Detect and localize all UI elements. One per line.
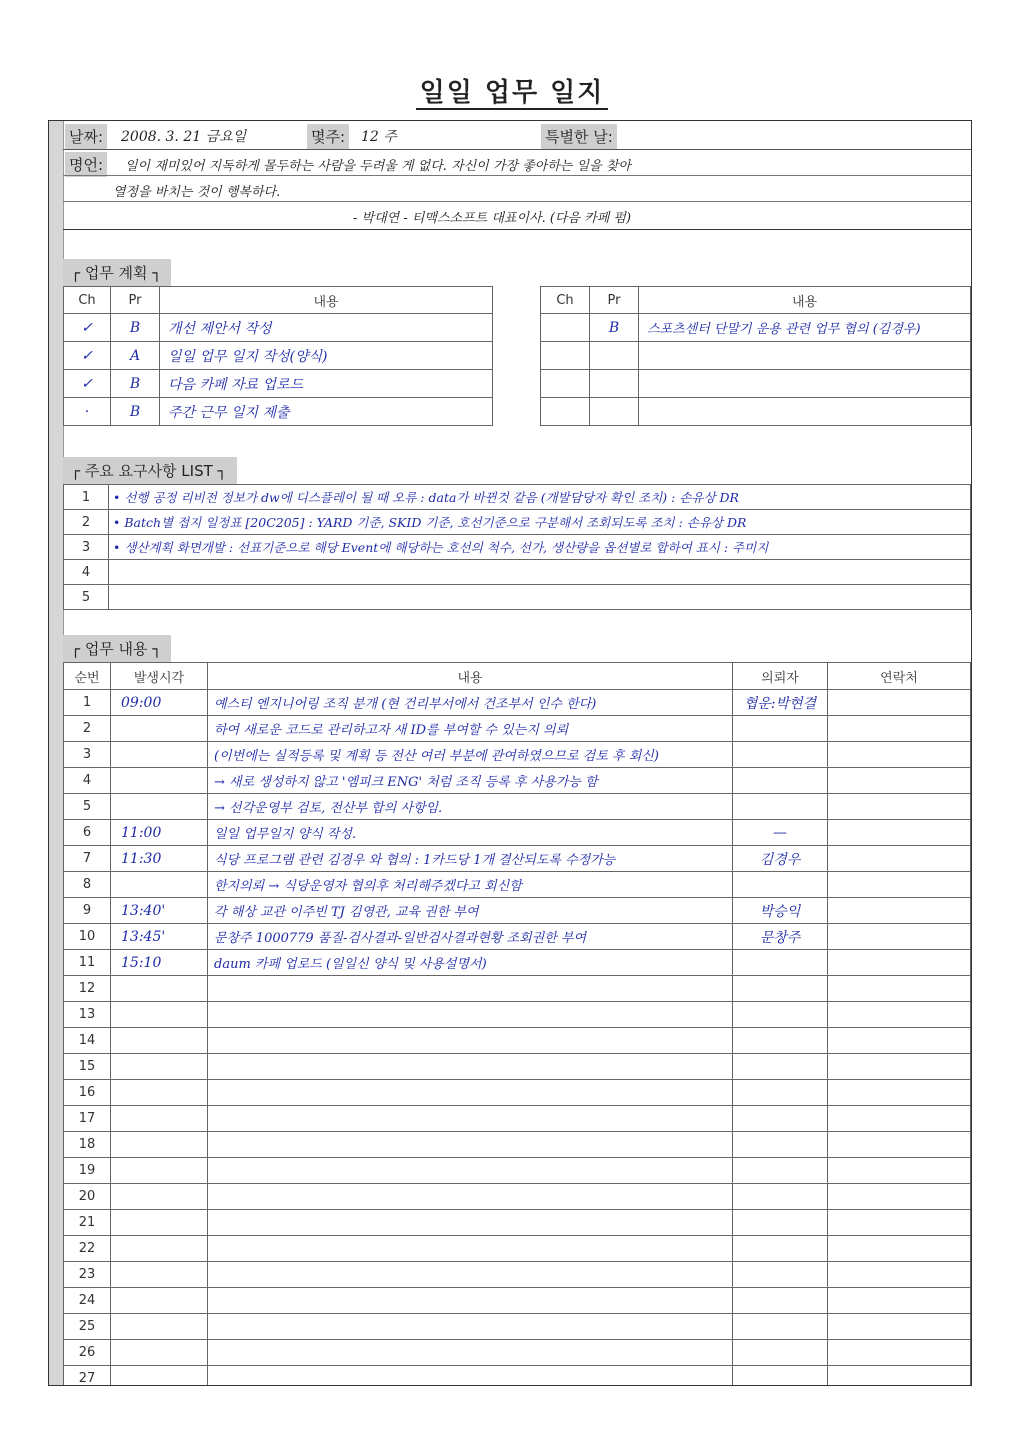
log-content [208, 1054, 733, 1080]
log-content [208, 1288, 733, 1314]
log-row [64, 1210, 971, 1236]
plan-content: 주간 근무 일지 제출 [160, 398, 493, 426]
log-contact [828, 1158, 971, 1184]
col-content: 내용 [639, 287, 971, 314]
requirement-number: 3 [64, 535, 109, 560]
requirements-section-text: 주요 요구사항 LIST [84, 462, 213, 480]
log-contact [828, 716, 971, 742]
week-label: 몇주: [307, 124, 349, 149]
plan-row [64, 342, 493, 370]
log-row [64, 820, 971, 846]
log-row [64, 1366, 971, 1387]
log-requester [733, 872, 828, 898]
log-row [64, 924, 971, 950]
plan-content: 다음 카페 자료 업로드 [160, 370, 493, 398]
header-divider [63, 229, 971, 230]
motto-rule-2 [63, 201, 971, 202]
log-number: 12 [64, 976, 111, 1002]
log-time [111, 1158, 208, 1184]
log-content [208, 1366, 733, 1387]
log-number: 20 [64, 1184, 111, 1210]
log-requester: 문창주 [733, 924, 828, 950]
motto-line-2: 열정을 바치는 것이 행복하다. [113, 185, 281, 200]
log-row [64, 690, 971, 716]
log-content [208, 1028, 733, 1054]
log-requester [733, 1340, 828, 1366]
requirement-text [109, 560, 971, 585]
log-requester: 김경우 [733, 846, 828, 872]
requirement-row [64, 560, 971, 585]
log-requester: — [733, 820, 828, 846]
log-number: 17 [64, 1106, 111, 1132]
log-contact [828, 820, 971, 846]
log-contact [828, 1236, 971, 1262]
log-contact [828, 1184, 971, 1210]
log-time [111, 1288, 208, 1314]
log-content: 각 해상 교관 이주빈 TJ 김영관, 교육 권한 부여 [208, 898, 733, 924]
col-content: 내용 [160, 287, 493, 314]
plan-check: · [64, 398, 111, 426]
plan-row [541, 398, 971, 426]
log-number: 14 [64, 1028, 111, 1054]
log-number: 27 [64, 1366, 111, 1387]
requirement-row [64, 485, 971, 510]
log-time [111, 1236, 208, 1262]
log-contact [828, 794, 971, 820]
log-content: 한지의뢰 → 식당운영자 협의후 처리해주겠다고 회신함 [208, 872, 733, 898]
plan-table-left [63, 286, 493, 426]
log-requester [733, 1080, 828, 1106]
plan-priority [590, 398, 639, 426]
plan-content: 개선 제안서 작성 [160, 314, 493, 342]
log-number: 18 [64, 1132, 111, 1158]
plan-row [64, 314, 493, 342]
log-contact [828, 846, 971, 872]
plan-check: ✓ [64, 342, 111, 370]
log-content: 일일 업무일지 양식 작성. [208, 820, 733, 846]
log-content [208, 1106, 733, 1132]
log-content [208, 1236, 733, 1262]
log-requester [733, 1262, 828, 1288]
log-time [111, 1054, 208, 1080]
plan-check: ✓ [64, 314, 111, 342]
log-requester [733, 1028, 828, 1054]
plan-check [541, 370, 590, 398]
log-section-text: 업무 내용 [84, 640, 148, 658]
log-number: 5 [64, 794, 111, 820]
log-content [208, 1132, 733, 1158]
log-time [111, 1002, 208, 1028]
motto-rule-1 [63, 175, 971, 176]
log-contact [828, 1314, 971, 1340]
log-contact [828, 1340, 971, 1366]
log-time: 13:40' [111, 898, 208, 924]
log-contact [828, 1210, 971, 1236]
col-pr: Pr [111, 287, 160, 314]
log-time: 11:00 [111, 820, 208, 846]
log-time: 11:30 [111, 846, 208, 872]
motto-source: - 박대연 - 티맥스소프트 대표이사. (다음 카페 펌) [353, 211, 632, 226]
log-requester [733, 742, 828, 768]
log-row [64, 742, 971, 768]
requirement-number: 2 [64, 510, 109, 535]
log-contact [828, 898, 971, 924]
page-title [0, 72, 1024, 109]
log-requester [733, 1314, 828, 1340]
log-row [64, 716, 971, 742]
log-contact [828, 1288, 971, 1314]
log-requester [733, 1002, 828, 1028]
plan-header-row [64, 287, 493, 314]
log-number: 1 [64, 690, 111, 716]
log-time [111, 1106, 208, 1132]
requirement-text: • Batch별 접지 일정표 [20C205] : YARD 기준, SKID 기준, 호선기준으로 구분해서 조회되도록 조치 : 손유상 DR [109, 510, 971, 535]
plan-row [64, 370, 493, 398]
plan-header-row [541, 287, 971, 314]
log-row [64, 1262, 971, 1288]
requirement-number: 1 [64, 485, 109, 510]
log-row [64, 1002, 971, 1028]
col-pr: Pr [590, 287, 639, 314]
log-time [111, 1028, 208, 1054]
log-time [111, 1340, 208, 1366]
log-content: daum 카페 업로드 (일일신 양식 및 사용설명서) [208, 950, 733, 976]
log-time: 09:00 [111, 690, 208, 716]
page-title-text: 일일 업무 일지 [416, 78, 609, 110]
log-row [64, 1132, 971, 1158]
log-content [208, 1002, 733, 1028]
requirement-text: • 선행 공정 리비전 정보가 dw에 디스플레이 될 때 오류 : data가 바뀐것 같음 (개발담당자 확인 조치) : 손유상 DR [109, 485, 971, 510]
requirements-table [63, 484, 971, 610]
log-row [64, 950, 971, 976]
log-number: 26 [64, 1340, 111, 1366]
log-contact [828, 1028, 971, 1054]
log-number: 10 [64, 924, 111, 950]
plan-content [639, 398, 971, 426]
requirements-section-label: ┌ 주요 요구사항 LIST ┐ [63, 457, 237, 484]
log-requester [733, 1236, 828, 1262]
week-value: 12 주 [361, 129, 397, 145]
log-content [208, 1210, 733, 1236]
log-content: → 선각운영부 검토, 전산부 합의 사항임. [208, 794, 733, 820]
log-row [64, 1028, 971, 1054]
log-content [208, 1158, 733, 1184]
plan-content [639, 342, 971, 370]
log-time [111, 1210, 208, 1236]
plan-priority: B [111, 314, 160, 342]
motto-label: 명언: [65, 152, 107, 177]
plan-check [541, 314, 590, 342]
log-contact [828, 742, 971, 768]
log-requester [733, 1054, 828, 1080]
log-contact [828, 1106, 971, 1132]
log-number: 8 [64, 872, 111, 898]
log-requester [733, 1106, 828, 1132]
log-content: 식당 프로그램 관련 김경우 와 협의 : 1카드당 1개 결산되도록 수정가능 [208, 846, 733, 872]
log-requester: 협운:박현결 [733, 690, 828, 716]
log-requester: 박승익 [733, 898, 828, 924]
log-requester [733, 1288, 828, 1314]
log-content [208, 1080, 733, 1106]
log-content [208, 1314, 733, 1340]
plan-content: 일일 업무 일지 작성(양식) [160, 342, 493, 370]
plan-section-label: ┌ 업무 계획 ┐ [63, 259, 171, 286]
log-contact [828, 1080, 971, 1106]
log-contact [828, 872, 971, 898]
log-requester [733, 1366, 828, 1387]
log-number: 24 [64, 1288, 111, 1314]
log-content [208, 1262, 733, 1288]
log-row [64, 1236, 971, 1262]
log-row [64, 846, 971, 872]
log-content: → 새로 생성하지 않고 '엠피크 ENG' 처럼 조직 등록 후 사용가능 함 [208, 768, 733, 794]
log-time [111, 1132, 208, 1158]
log-requester [733, 1210, 828, 1236]
log-contact [828, 950, 971, 976]
log-row [64, 872, 971, 898]
requirement-row [64, 510, 971, 535]
requirement-row [64, 535, 971, 560]
log-requester [733, 794, 828, 820]
log-time [111, 742, 208, 768]
log-requester [733, 768, 828, 794]
log-requester [733, 1184, 828, 1210]
log-number: 2 [64, 716, 111, 742]
motto-line-1: 일이 재미있어 지독하게 몰두하는 사람을 두려울 게 없다. 자신이 가장 좋아하는 일을 찾아 [125, 159, 631, 174]
plan-content [639, 370, 971, 398]
log-number: 23 [64, 1262, 111, 1288]
log-number: 15 [64, 1054, 111, 1080]
requirement-text: • 생산계획 화면개발 : 선표기준으로 해당 Event에 해당하는 호선의 척수, 선가, 생산량을 옵션별로 합하여 표시 : 주미지 [109, 535, 971, 560]
col-requester: 의뢰자 [733, 663, 828, 690]
log-row [64, 1340, 971, 1366]
log-contact [828, 690, 971, 716]
log-number: 11 [64, 950, 111, 976]
log-time: 13:45' [111, 924, 208, 950]
log-row [64, 898, 971, 924]
log-contact [828, 1262, 971, 1288]
log-content [208, 1340, 733, 1366]
plan-check [541, 342, 590, 370]
log-time: 15:10 [111, 950, 208, 976]
log-content [208, 1184, 733, 1210]
log-number: 13 [64, 1002, 111, 1028]
plan-check [541, 398, 590, 426]
log-requester [733, 1158, 828, 1184]
log-contact [828, 1002, 971, 1028]
col-ch: Ch [64, 287, 111, 314]
requirement-row [64, 585, 971, 610]
log-time [111, 1366, 208, 1387]
requirement-number: 5 [64, 585, 109, 610]
log-row [64, 1158, 971, 1184]
log-number: 7 [64, 846, 111, 872]
log-content [208, 976, 733, 1002]
log-contact [828, 1132, 971, 1158]
col-contact: 연락처 [828, 663, 971, 690]
plan-section-text: 업무 계획 [84, 264, 148, 282]
col-content: 내용 [208, 663, 733, 690]
log-number: 6 [64, 820, 111, 846]
special-day-label: 특별한 날: [541, 124, 617, 149]
log-row [64, 1288, 971, 1314]
plan-priority: B [111, 398, 160, 426]
log-content: 예스티 엔지니어링 조직 분개 (현 건리부서에서 건조부서 인수 한다) [208, 690, 733, 716]
log-requester [733, 950, 828, 976]
log-requester [733, 716, 828, 742]
log-contact [828, 1366, 971, 1387]
header-block [63, 121, 971, 229]
col-number: 순번 [64, 663, 111, 690]
date-value: 2008. 3. 21 금요일 [121, 129, 247, 145]
log-number: 25 [64, 1314, 111, 1340]
log-number: 4 [64, 768, 111, 794]
log-row [64, 976, 971, 1002]
log-row [64, 1184, 971, 1210]
log-row [64, 1106, 971, 1132]
log-requester [733, 1132, 828, 1158]
log-content: 하여 새로운 코드로 관리하고자 새 ID를 부여할 수 있는지 의뢰 [208, 716, 733, 742]
plan-row [541, 314, 971, 342]
plan-row [541, 342, 971, 370]
log-contact [828, 1054, 971, 1080]
log-time [111, 1184, 208, 1210]
log-time [111, 872, 208, 898]
plan-check: ✓ [64, 370, 111, 398]
log-time [111, 976, 208, 1002]
log-contact [828, 768, 971, 794]
log-row [64, 1080, 971, 1106]
plan-row [64, 398, 493, 426]
log-row [64, 768, 971, 794]
log-table [63, 662, 971, 1386]
sidebar-bar [49, 121, 64, 1385]
plan-table-right [540, 286, 971, 426]
journal-frame [48, 120, 972, 1386]
requirement-number: 4 [64, 560, 109, 585]
plan-content: 스포츠센터 단말기 운용 관련 업무 협의 (김경우) [639, 314, 971, 342]
log-content: (이번에는 실적등록 및 계획 등 전산 여러 부분에 관여하였으므로 검토 후 회신) [208, 742, 733, 768]
plan-priority [590, 370, 639, 398]
log-time [111, 716, 208, 742]
log-section-label: ┌ 업무 내용 ┐ [63, 635, 171, 662]
log-time [111, 768, 208, 794]
log-header-row [64, 663, 971, 690]
log-row [64, 1314, 971, 1340]
plan-priority: B [111, 370, 160, 398]
log-number: 19 [64, 1158, 111, 1184]
col-time: 발생시각 [111, 663, 208, 690]
log-requester [733, 976, 828, 1002]
plan-row [541, 370, 971, 398]
header-row [63, 121, 971, 150]
date-label: 날짜: [65, 124, 107, 149]
plan-priority: A [111, 342, 160, 370]
log-contact [828, 924, 971, 950]
log-time [111, 794, 208, 820]
requirement-text [109, 585, 971, 610]
log-contact [828, 976, 971, 1002]
log-time [111, 1080, 208, 1106]
log-time [111, 1314, 208, 1340]
log-row [64, 794, 971, 820]
log-number: 3 [64, 742, 111, 768]
log-number: 16 [64, 1080, 111, 1106]
log-number: 21 [64, 1210, 111, 1236]
plan-priority [590, 342, 639, 370]
col-ch: Ch [541, 287, 590, 314]
log-number: 22 [64, 1236, 111, 1262]
plan-priority: B [590, 314, 639, 342]
log-row [64, 1054, 971, 1080]
log-content: 문창주 1000779 품질-검사결과-일반검사결과현황 조회권한 부여 [208, 924, 733, 950]
log-number: 9 [64, 898, 111, 924]
log-time [111, 1262, 208, 1288]
